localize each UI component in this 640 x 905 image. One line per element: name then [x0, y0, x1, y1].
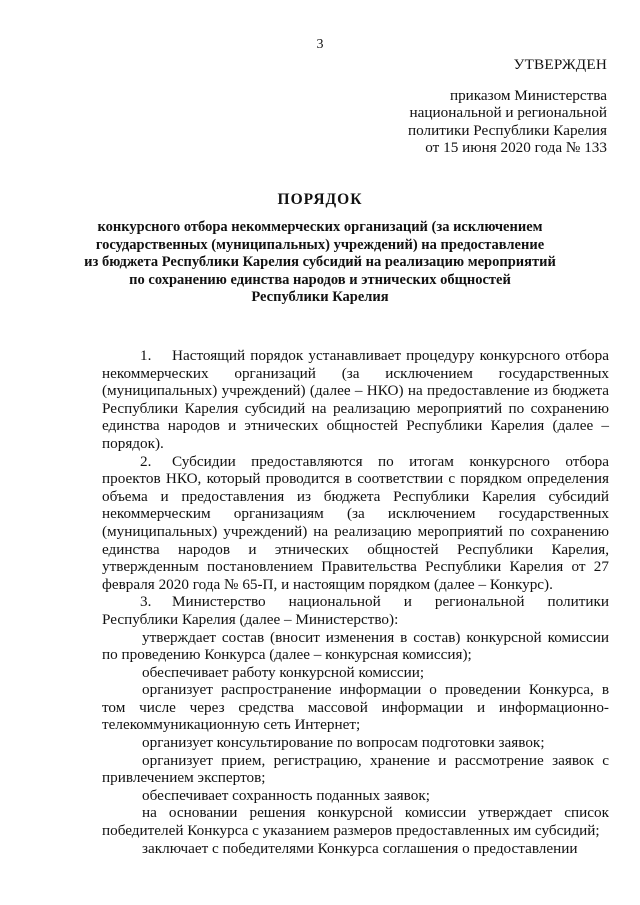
- approval-line: национальной и региональной: [409, 104, 607, 122]
- paragraph: [102, 593, 609, 628]
- paragraph: [102, 347, 609, 453]
- paragraph-text: утверждает состав (вносит изменения в состав) конкурсной комиссии по проведению Конкурса (далее – конкурсная комиссия);: [102, 628, 609, 664]
- subtitle-line: по сохранению единства народов и этнических общностей: [129, 271, 511, 288]
- page-number: 3: [316, 37, 324, 52]
- paragraph: [102, 840, 609, 858]
- paragraph-number: 1.: [140, 347, 152, 364]
- paragraph: [102, 752, 609, 787]
- paragraph: [102, 453, 609, 594]
- approval-block: [307, 56, 607, 157]
- subtitle-line: Республики Карелия: [251, 289, 389, 306]
- paragraph-text: Субсидии предоставляются по итогам конкурсного отбора проектов НКО, который проводится в соответствии с порядком определения объема и предоставления из бюджета Республики Карелия субсидий некоммерческим организациям (за исключением государственных (муниципальных) учреждений) на реализацию мероприятий по сохранению единства народов и этнических общностей Республики Карелия, утвержденным постановлением Правительства Республики Карелия от 27 февраля 2020 года № 65-П, и настоящим порядком (далее – Конкурс).: [102, 452, 609, 593]
- paragraph-text: организует консультирование по вопросам подготовки заявок;: [142, 734, 545, 752]
- paragraph-text: на основании решения конкурсной комиссии утверждает список победителей Конкурса с указанием размеров предоставленных им субсидий;: [102, 804, 609, 840]
- subtitle-line: из бюджета Республики Карелия субсидий на реализацию мероприятий: [84, 254, 556, 271]
- approval-line: политики Республики Карелия: [408, 121, 607, 139]
- document-body: [102, 347, 609, 857]
- paragraph-number: 3.: [140, 593, 152, 611]
- paragraph-text: организует распространение информации о проведении Конкурса, в том числе через средства массовой информации и информационно-телекоммуникационную сеть Интернет;: [102, 681, 609, 734]
- subtitle-line: конкурсного отбора некоммерческих организаций (за исключением: [97, 219, 543, 235]
- paragraph: [102, 629, 609, 664]
- paragraph-text: обеспечивает работу конкурсной комиссии;: [142, 663, 425, 681]
- paragraph-text: обеспечивает сохранность поданных заявок;: [142, 786, 430, 804]
- paragraph-text: Министерство национальной и региональной политики Республики Карелия (далее – Министерство):: [102, 593, 609, 628]
- paragraph-number: 2.: [140, 452, 152, 470]
- paragraph-text: Настоящий порядок устанавливает процедуру конкурсного отбора некоммерческих организаций (за исключением государственных (муниципальных) учреждений) (далее – НКО) на предоставление из бюджета Республики Карелия субсидий на реализацию мероприятий по сохранению единства народов и этнических общностей Республики Карелия (далее – порядок).: [102, 347, 609, 452]
- approval-line: от 15 июня 2020 года № 133: [425, 139, 607, 157]
- paragraph-text: заключает с победителями Конкурса соглашения о предоставлении: [142, 839, 578, 857]
- approval-heading: УТВЕРЖДЕН: [513, 56, 607, 73]
- subtitle-line: государственных (муниципальных) учреждений) на предоставление: [95, 236, 545, 253]
- document-title: ПОРЯДОК: [277, 191, 363, 208]
- paragraph: [102, 664, 609, 682]
- document-subtitle: [80, 219, 560, 307]
- approval-line: приказом Министерства: [449, 86, 607, 104]
- paragraph: [102, 787, 609, 805]
- paragraph: [102, 681, 609, 734]
- paragraph: [102, 734, 609, 752]
- paragraph: [102, 804, 609, 839]
- paragraph-text: организует прием, регистрацию, хранение и рассмотрение заявок с привлечением экспертов;: [102, 751, 609, 787]
